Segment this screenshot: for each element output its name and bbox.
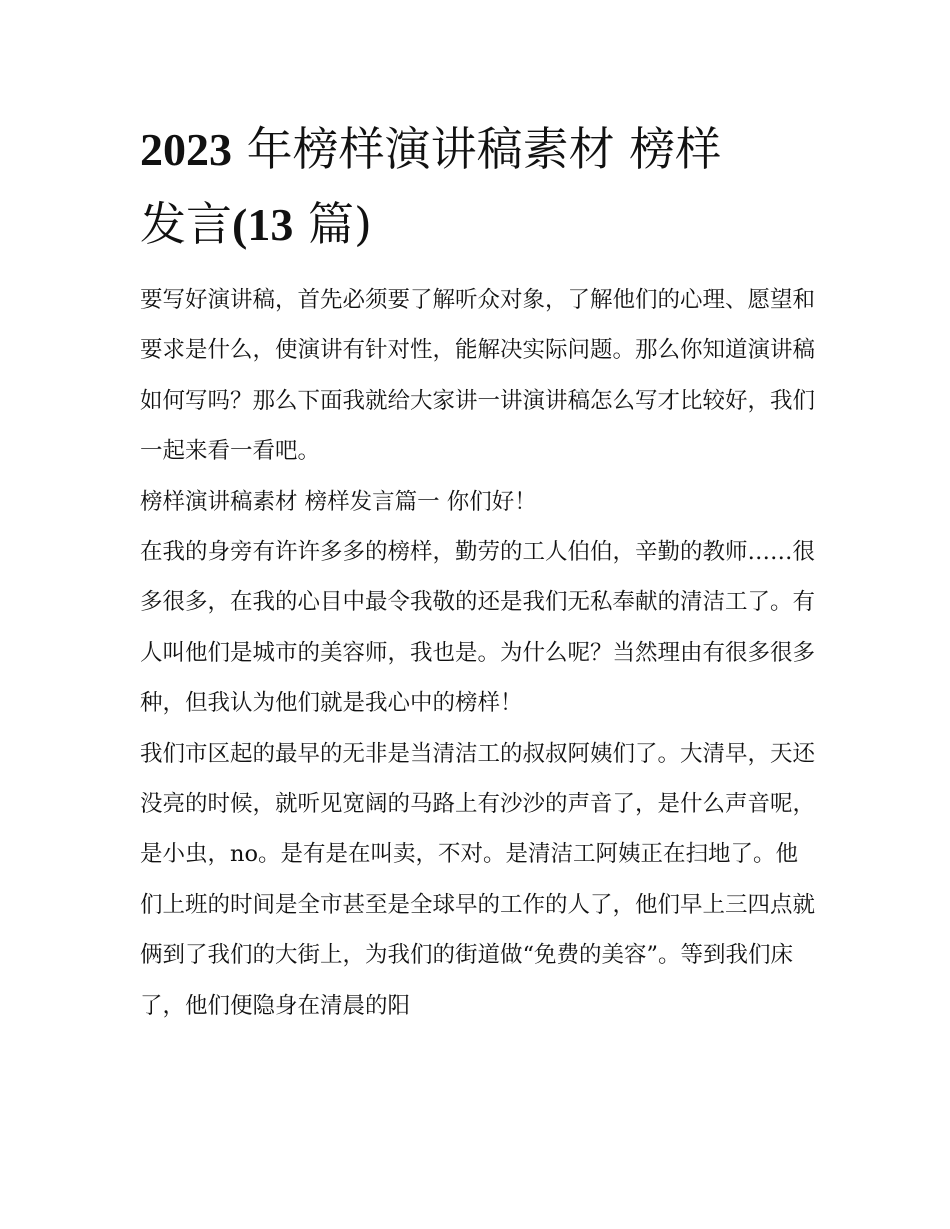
title-line2-text: 发言	[140, 197, 232, 251]
document-title	[140, 112, 816, 262]
document-page	[140, 112, 816, 1031]
document-body	[140, 275, 816, 1031]
paragraph-intro: 要写好演讲稿，首先必须要了解听众对象，了解他们的心理、愿望和要求是什么，使演讲有针对性，能解决实际问题。那么你知道演讲稿如何写吗？那么下面我就给大家讲一讲演讲稿怎么写才比较好，我们一起来看一看吧。	[140, 287, 816, 465]
title-line1-text: 年榜样演讲稿素材 榜样	[246, 122, 722, 176]
paragraph-section-heading: 榜样演讲稿素材 榜样发言篇一 你们好！	[140, 488, 537, 515]
title-year: 2023	[140, 124, 232, 175]
paragraph-role-models: 在我的身旁有许许多多的榜样，勤劳的工人伯伯，辛勤的教师……很多很多，在我的心目中最令我敬的还是我们无私奉献的清洁工了。有人叫他们是城市的美容师，我也是。为什么呢？当然理由有很多很多种，但我认为他们就是我心中的榜样！	[140, 539, 816, 717]
paragraph-cleaners: 我们市区起的最早的无非是当清洁工的叔叔阿姨们了。大清早，天还没亮的时候，就听见宽阔的马路上有沙沙的声音了，是什么声音呢，是小虫，no。是有是在叫卖，不对。是清洁工阿姨正在扫地了。他们上班的时间是全市甚至是全球早的工作的人了，他们早上三四点就俩到了我们的大街上，为我们的街道做“免费的美容”。等到我们床了，他们便隐身在清晨的阳	[140, 740, 816, 1019]
title-count: (13	[232, 199, 294, 250]
title-line2-tail: 篇)	[307, 197, 372, 251]
